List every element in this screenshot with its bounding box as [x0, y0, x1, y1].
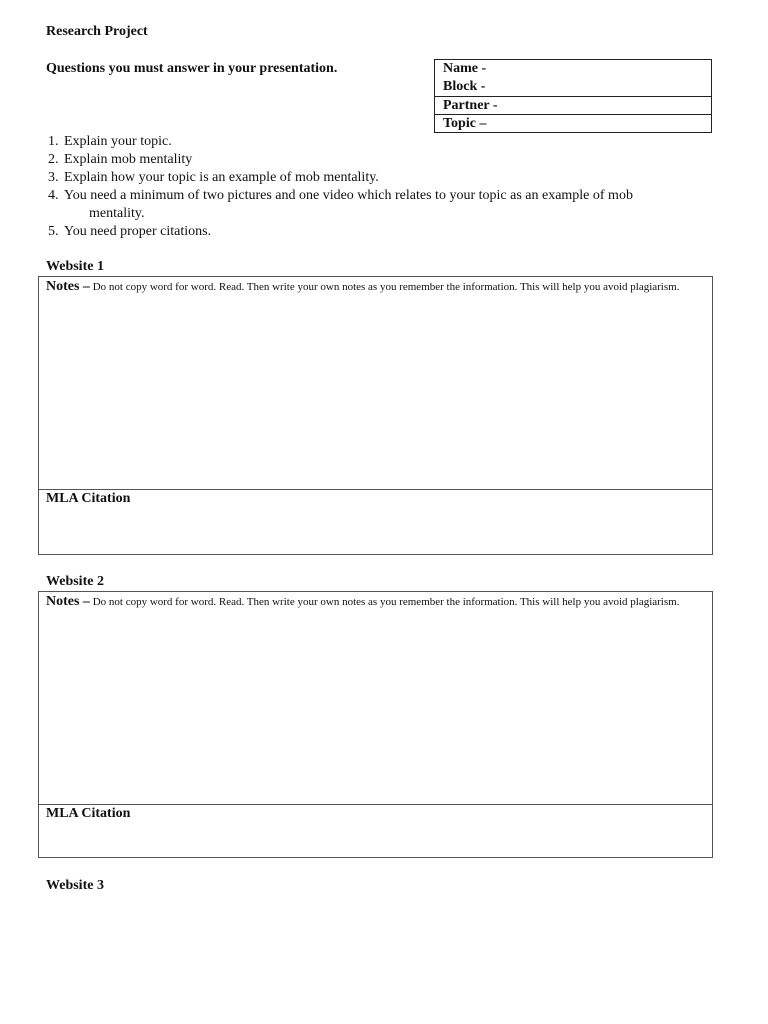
list-item: 1. Explain your topic.: [48, 134, 172, 149]
website-3-heading: Website 3: [46, 878, 104, 893]
website-1-mla-row[interactable]: MLA Citation: [39, 489, 712, 554]
list-item: 3. Explain how your topic is an example of mob mentality.: [48, 170, 379, 185]
list-item: 4. You need a minimum of two pictures and one video which relates to your topic as an example of mob mentality.: [48, 188, 633, 221]
list-item: 5. You need proper citations.: [48, 224, 212, 239]
block-field[interactable]: Block -: [443, 79, 486, 94]
page-title: Research Project: [46, 24, 148, 39]
website-1-heading: Website 1: [46, 259, 104, 274]
partner-field[interactable]: Partner -: [435, 96, 711, 114]
website-1-notes[interactable]: Notes – Do not copy word for word. Read. Then write your own notes as you remember the information. This will help you avoid plagiarism.: [46, 279, 680, 294]
topic-field[interactable]: Topic –: [435, 114, 711, 133]
website-2-heading: Website 2: [46, 574, 104, 589]
website-1-box: [38, 276, 713, 555]
website-2-notes[interactable]: Notes – Do not copy word for word. Read. Then write your own notes as you remember the information. This will help you avoid plagiarism.: [46, 594, 680, 609]
questions-list: [46, 133, 726, 241]
website-2-mla-row[interactable]: MLA Citation: [39, 804, 712, 857]
questions-heading: Questions you must answer in your presentation.: [46, 61, 338, 76]
list-item: 2. Explain mob mentality: [48, 152, 193, 167]
website-2-box: [38, 591, 713, 858]
student-info-box: [434, 59, 712, 133]
name-field[interactable]: Name -: [443, 61, 487, 76]
